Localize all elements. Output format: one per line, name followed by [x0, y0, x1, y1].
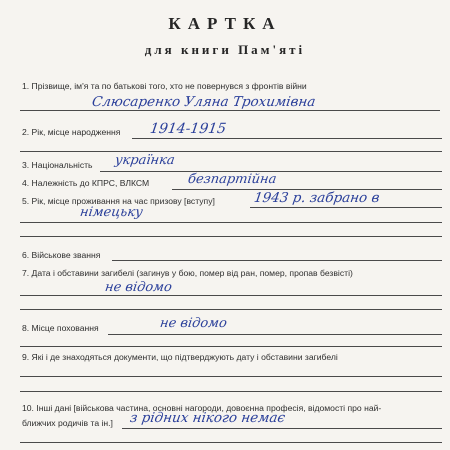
field-5-label: 5. Рік, місце проживання на час призову [вступу]: [22, 196, 215, 206]
card-subtitle: для книги Пам'яті: [144, 42, 306, 57]
field-1-label: 1. Прізвище, ім'я та по батькові того, хто не повернувся з фронтів війни: [22, 81, 307, 91]
field-2-line: [132, 138, 442, 139]
field-10-value: з рідних нікого немає: [128, 410, 287, 426]
field-7-value: не відомо: [103, 280, 173, 295]
field-10-line: [122, 428, 442, 429]
field-5-line: [250, 207, 442, 208]
field-5-line-2: [20, 222, 442, 223]
field-7-label: 7. Дата і обставини загибелі (загинув у бою, помер від ран, помер, пропав безвісті): [22, 268, 353, 278]
field-2-value: 1914-1915: [148, 121, 228, 137]
field-10-line-2: [20, 442, 442, 443]
field-5-line-3: [20, 236, 442, 237]
field-5-value-continued: німецьку: [78, 205, 144, 220]
field-6-label: 6. Військове звання: [22, 250, 101, 260]
field-4-value: безпартійна: [186, 172, 278, 187]
field-6-line: [112, 260, 442, 261]
field-8-line: [108, 334, 442, 335]
field-2-line-2: [20, 151, 442, 152]
field-8-line-2: [20, 346, 442, 347]
field-1-value: Слюсаренко Уляна Трохимівна: [90, 94, 317, 110]
field-3-label: 3. Національність: [22, 160, 93, 170]
field-2-label: 2. Рік, місце народження: [22, 127, 121, 137]
field-4-label: 4. Належність до КПРС, ВЛКСМ: [22, 178, 150, 188]
field-5-value: 1943 р. забрано в: [252, 190, 381, 206]
field-10-label-continued: ближчих родичів та ін.]: [22, 418, 113, 428]
field-3-value: українка: [113, 153, 176, 168]
field-7-line: [20, 295, 442, 296]
field-1-line: [20, 110, 440, 111]
field-9-line: [20, 376, 442, 377]
field-10-label: 10. Інші дані [військова частина, основні нагороди, довоєнна професія, відомості про най-: [22, 403, 382, 413]
field-9-line-2: [20, 391, 442, 392]
card-title: КАРТКА: [168, 14, 282, 33]
field-7-line-2: [20, 309, 442, 310]
field-8-label: 8. Місце поховання: [22, 323, 99, 333]
field-9-label: 9. Які і де знаходяться документи, що підтверджують дату і обставини загибелі: [22, 352, 338, 362]
field-8-value: не відомо: [158, 316, 228, 331]
